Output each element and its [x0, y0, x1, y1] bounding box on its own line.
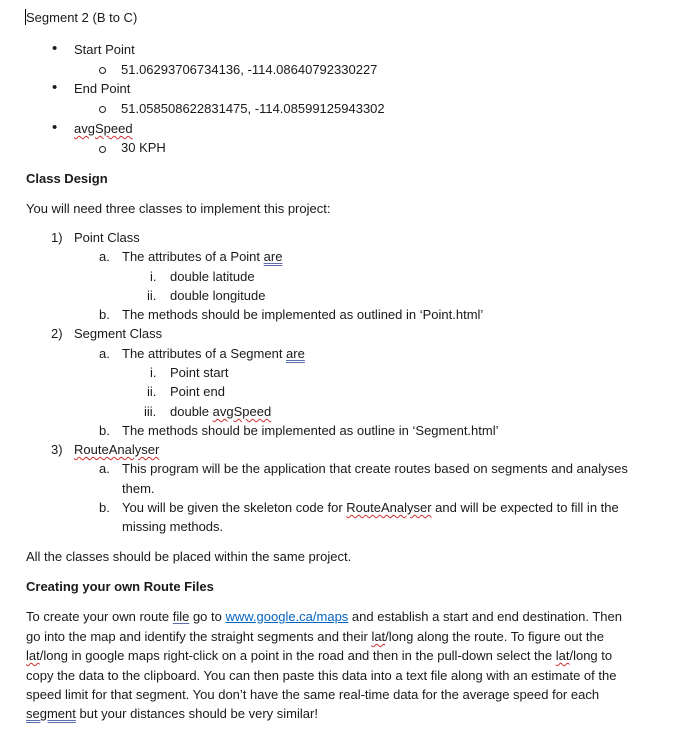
list-roman: i. [150, 365, 157, 380]
bullet-icon: • [52, 40, 58, 57]
creating-paragraph-line2: go into the map and identify the straight segments and their lat/long along the route. To figure out the [26, 629, 604, 644]
avg-speed-label: avgSpeed [74, 121, 133, 136]
route-description-line2: them. [122, 481, 155, 496]
creating-heading: Creating your own Route Files [26, 579, 214, 594]
point-attr-longitude: double longitude [170, 288, 266, 303]
point-attributes-line: The attributes of a Point are [122, 249, 283, 264]
list-roman: ii. [147, 288, 157, 303]
list-letter: b. [99, 500, 110, 515]
list-roman: i. [150, 269, 157, 284]
list-number: 3) [51, 442, 63, 457]
creating-paragraph-line1: To create your own route file go to www.google.ca/maps and establish a start and end destination. Then [26, 609, 622, 624]
bullet-icon: • [52, 79, 58, 96]
list-number: 1) [51, 230, 63, 245]
closing-sentence: All the classes should be placed within the same project. [26, 549, 352, 564]
point-attr-latitude: double latitude [170, 269, 255, 284]
segment-class-title: Segment Class [74, 326, 163, 341]
list-letter: a. [99, 346, 110, 361]
creating-paragraph-line6: segment but your distances should be very similar! [26, 706, 318, 721]
route-description-line1: This program will be the application that create routes based on segments and analyses [122, 461, 628, 476]
segment-heading: Segment 2 (B to C) [26, 10, 138, 25]
list-letter: a. [99, 461, 110, 476]
point-methods-line: The methods should be implemented as outlined in ‘Point.html’ [122, 307, 484, 322]
creating-paragraph-line4: copy the data to the clipboard. You can then paste this data into a text file along with an estimate of the [26, 668, 617, 683]
segment-attr-start: Point start [170, 365, 229, 380]
route-skeleton-line2: missing methods. [122, 519, 224, 534]
bullet-icon: • [52, 119, 58, 136]
class-design-intro: You will need three classes to implement this project: [26, 201, 331, 216]
list-letter: b. [99, 307, 110, 322]
list-letter: a. [99, 249, 110, 264]
sub-bullet-icon [99, 146, 106, 153]
route-skeleton-line1: You will be given the skeleton code for RouteAnalyser and will be expected to fill in the [122, 500, 619, 515]
list-roman: iii. [144, 404, 157, 419]
end-point-value: 51.058508622831475, -114.08599125943302 [121, 101, 385, 116]
google-maps-link[interactable]: www.google.ca/maps [225, 609, 349, 624]
segment-attr-avgspeed: double avgSpeed [170, 404, 272, 419]
list-roman: ii. [147, 384, 157, 399]
start-point-label: Start Point [74, 42, 135, 57]
point-class-title: Point Class [74, 230, 140, 245]
avg-speed-value: 30 KPH [121, 140, 166, 155]
creating-paragraph-line3: lat/long in google maps right-click on a point in the road and then in the pull-down select the lat/long to [26, 648, 613, 663]
segment-attributes-line: The attributes of a Segment are [122, 346, 305, 361]
list-letter: b. [99, 423, 110, 438]
class-design-heading: Class Design [26, 171, 108, 186]
segment-methods-line: The methods should be implemented as outline in ‘Segment.html’ [122, 423, 499, 438]
segment-attr-end: Point end [170, 384, 225, 399]
sub-bullet-icon [99, 106, 106, 113]
route-analyser-title: RouteAnalyser [74, 442, 160, 457]
start-point-value: 51.06293706734136, -114.08640792330227 [121, 62, 378, 77]
sub-bullet-icon [99, 67, 106, 74]
list-number: 2) [51, 326, 63, 341]
creating-paragraph-line5: speed limit for that segment. You don’t have the same real-time data for the average speed for each [26, 687, 600, 702]
end-point-label: End Point [74, 81, 131, 96]
